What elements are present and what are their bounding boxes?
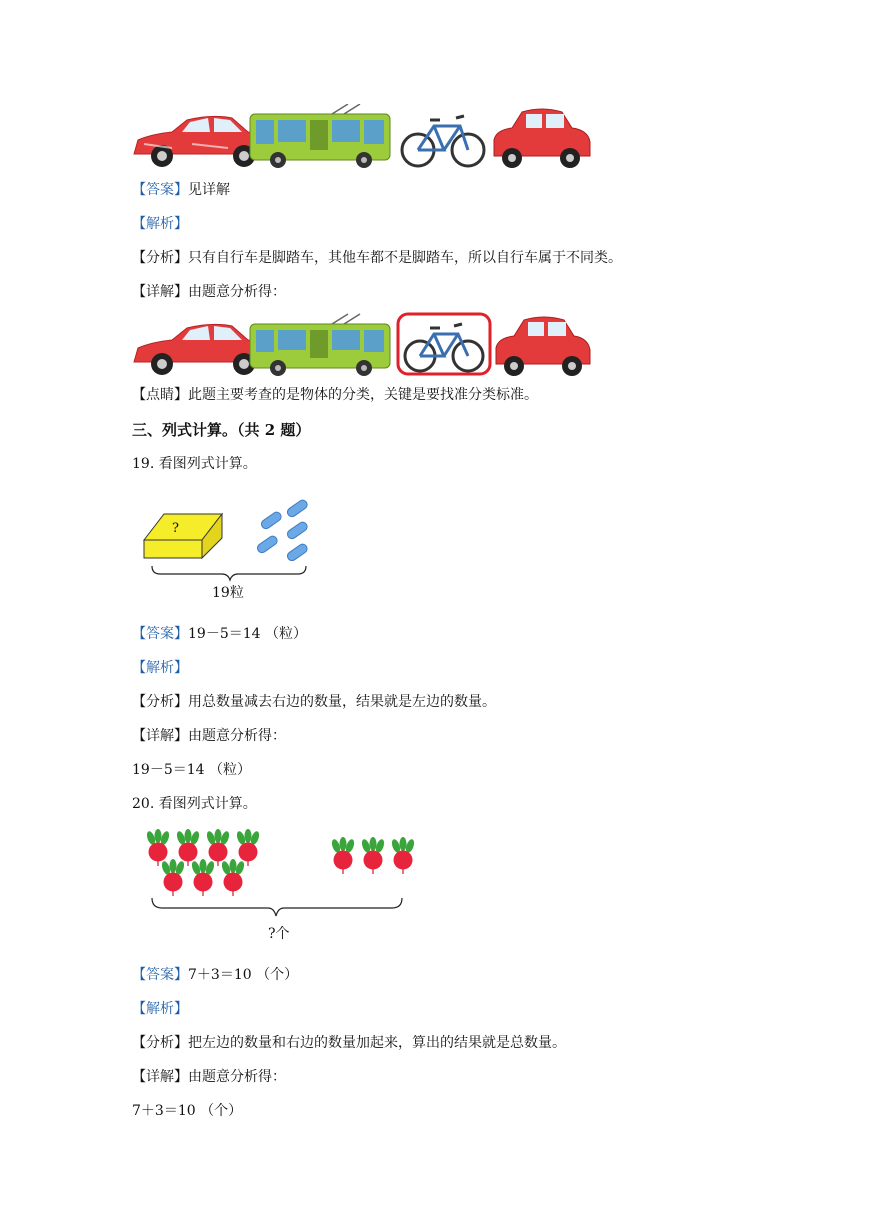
bus-icon	[250, 314, 390, 376]
q18-detail-line	[132, 282, 286, 302]
q20-answer-line	[132, 965, 298, 985]
box-icon	[144, 514, 222, 558]
analysis-tag: 【解析】	[132, 660, 188, 676]
small-red-car-icon	[496, 317, 590, 376]
radish-icon	[220, 859, 245, 896]
q20-fenxi-line	[132, 1033, 566, 1053]
fenxi-text: 只有自行车是脚踏车，其他车都不是脚踏车，所以自行车属于不同类。	[188, 250, 622, 266]
fenxi-tag: 【分析】	[132, 1035, 188, 1051]
bicycle-icon	[398, 314, 490, 374]
q20-title: 20. 看图列式计算。	[132, 796, 257, 812]
radish-icon	[175, 829, 200, 866]
q19-fenxi-line	[132, 692, 496, 712]
detail-text: 由题意分析得：	[188, 728, 286, 744]
q19-brace-label: 19粒	[212, 585, 244, 601]
pills-icon	[256, 498, 309, 562]
box-question-mark: ?	[172, 521, 179, 536]
fenxi-text: 把左边的数量和右边的数量加起来，算出的结果就是总数量。	[188, 1035, 566, 1051]
vehicles-row-highlighted	[132, 310, 592, 380]
small-red-car-icon	[494, 109, 590, 168]
section-title: 三、列式计算。（共 2 题）	[132, 421, 311, 439]
analysis-tag: 【解析】	[132, 216, 188, 232]
radish-icon	[360, 837, 385, 874]
q19-detail-line	[132, 726, 286, 746]
fenxi-text: 用总数量减去右边的数量，结果就是左边的数量。	[188, 694, 496, 710]
vehicles-row-top	[132, 104, 592, 174]
q19-formula: 19－5＝14 （粒）	[132, 762, 251, 778]
q20-brace-label: ?个	[268, 926, 290, 942]
radish-icon	[330, 837, 355, 874]
detail-text: 由题意分析得：	[188, 1069, 286, 1085]
q19-title: 19. 看图列式计算。	[132, 456, 257, 472]
answer-text: 19－5＝14 （粒）	[188, 626, 307, 642]
q20-figure	[140, 826, 430, 918]
detail-text: 由题意分析得：	[188, 284, 286, 300]
q19-answer-line	[132, 624, 307, 644]
q19-analysis-line	[132, 658, 188, 678]
fenxi-tag: 【分析】	[132, 250, 188, 266]
q20-analysis-line	[132, 999, 188, 1019]
answer-text: 见详解	[188, 182, 230, 198]
brace	[152, 566, 306, 580]
detail-tag: 【详解】	[132, 284, 188, 300]
bus-icon	[250, 104, 390, 168]
detail-tag: 【详解】	[132, 728, 188, 744]
bicycle-icon	[402, 116, 484, 166]
analysis-tag: 【解析】	[132, 1001, 188, 1017]
q18-answer-line	[132, 180, 230, 200]
fenxi-tag: 【分析】	[132, 694, 188, 710]
comment-text: 此题主要考查的是物体的分类，关键是要找准分类标准。	[188, 387, 538, 403]
q18-comment-line	[132, 385, 538, 405]
q18-analysis-line	[132, 214, 188, 234]
radish-icon	[145, 829, 170, 866]
q18-fenxi-line	[132, 248, 622, 268]
radish-icon	[390, 837, 415, 874]
radish-icon	[205, 829, 230, 866]
comment-tag: 【点睛】	[132, 387, 188, 403]
answer-tag: 【答案】	[132, 182, 188, 198]
answer-text: 7＋3＝10 （个）	[188, 967, 299, 983]
radish-icon	[160, 859, 185, 896]
brace	[152, 898, 402, 916]
answer-tag: 【答案】	[132, 967, 188, 983]
answer-tag: 【答案】	[132, 626, 188, 642]
radish-icon	[235, 829, 260, 866]
q20-formula: 7＋3＝10 （个）	[132, 1103, 243, 1119]
q20-detail-line	[132, 1067, 286, 1087]
q19-figure	[140, 496, 320, 582]
radish-icon	[190, 859, 215, 896]
detail-tag: 【详解】	[132, 1069, 188, 1085]
